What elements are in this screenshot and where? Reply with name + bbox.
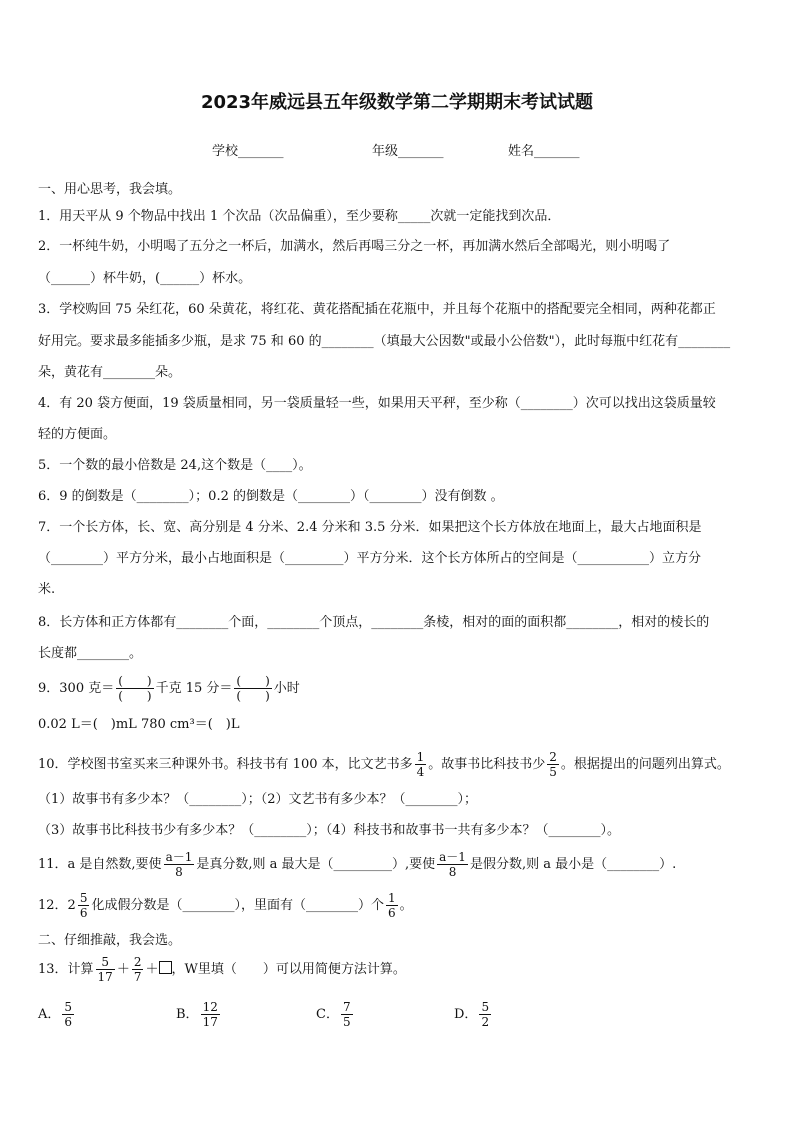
question-4-cont: 轻的方便面。 — [38, 427, 117, 442]
fraction: $\frac{a-1}{8}$ — [165, 850, 193, 879]
question-11: 11．a 是自然数,要使 $\frac{a-1}{8}$ 是真分数,则 a 最大是（_________）,要使 $\frac{a-1}{8}$ 是假分数,则 a 最小是（________）. — [38, 850, 677, 879]
question-5: 5．一个数的最小倍数是 24,这个数是（____）。 — [38, 458, 312, 473]
question-4: 4．有 20 袋方便面，19 袋质量相同，另一袋质量轻一些，如果用天平秤，至少称（________）次可以找出这袋质量较 — [38, 396, 716, 411]
fraction: $\frac{2}{5}$ — [549, 750, 557, 779]
question-2-cont: （______）杯牛奶，(______）杯水。 — [38, 271, 252, 286]
question-7: 7．一个长方体，长、宽、高分别是 4 分米、2.4 分米和 3.5 分米．如果把这个长方体放在地面上，最大占地面积是 — [38, 520, 702, 535]
question-10: 10．学校图书室买来三种课外书。科技书有 100 本，比文艺书多 $\frac{1}{4}$ 。故事书比科技书少 $\frac{2}{5}$ 。根据提出的问题列出算式。 — [38, 750, 730, 779]
question-7-cont: （________）平方分米，最小占地面积是（_________）平方分米．这个长方体所占的空间是（___________）立方分 — [38, 551, 702, 566]
question-1: 1．用天平从 9 个物品中找出 1 个次品（次品偏重），至少要称_____次就一定能找到次品． — [38, 209, 561, 224]
option-b[interactable]: B． $\frac{12}{17}$ — [176, 1000, 218, 1029]
question-8-cont: 长度都________。 — [38, 646, 143, 661]
question-3: 3．学校购回 75 朵红花，60 朵黄花，将红花、黄花搭配插在花瓶中，并且每个花瓶中的搭配要完全相同，两种花都正 — [38, 302, 716, 317]
option-d[interactable]: D． $\frac{5}{2}$ — [454, 1000, 490, 1029]
grade-field[interactable]: 年级_______ — [372, 144, 444, 159]
question-12: 12．2 $\frac{5}{6}$ 化成假分数是（________），里面有（________）个 $\frac{1}{6}$ 。 — [38, 891, 413, 920]
blank-box[interactable] — [159, 961, 172, 974]
fraction: $\frac{a-1}{8}$ — [439, 850, 466, 879]
question-9: 9．300 克＝ $\frac{( )}{( )}$ 千克 15 分＝ $\frac{( )}{( )}$ 小时 — [38, 674, 300, 703]
question-2: 2．一杯纯牛奶，小明喝了五分之一杯后，加满水，然后再喝三分之一杯，再加满水然后全部喝光，则小明喝了 — [38, 239, 671, 254]
question-9-cont: 0.02 L＝( )mL 780 cm³＝( )L — [38, 717, 240, 732]
fraction: $\frac{5}{6}$ — [79, 891, 88, 920]
question-6: 6．9 的倒数是（________）；0.2 的倒数是（________）（________）没有倒数 。 — [38, 489, 504, 504]
question-3-cont: 好用完。要求最多能插多少瓶，是求 75 和 60 的________（填最大公因数"或最小公倍数"），此时每瓶中红花有________ — [38, 334, 731, 349]
name-field[interactable]: 姓名_______ — [508, 144, 580, 159]
fraction: $\frac{1}{6}$ — [387, 891, 396, 920]
option-c[interactable]: C． $\frac{7}{5}$ — [316, 1000, 351, 1029]
question-8: 8．长方体和正方体都有________个面，________个顶点，________条棱，相对的面的面积都________，相对的棱长的 — [38, 615, 710, 630]
question-7-cont2: 米. — [38, 582, 56, 597]
fraction: $\frac{1}{4}$ — [416, 750, 425, 779]
question-3-cont2: 朵，黄花有________朵。 — [38, 365, 182, 380]
fraction: $\frac{( )}{( )}$ — [236, 674, 270, 703]
section-heading-1: 一、用心思考，我会填。 — [38, 182, 182, 197]
school-field[interactable]: 学校_______ — [212, 144, 284, 159]
fraction: $\frac{2}{7}$ — [133, 955, 142, 984]
question-10-cont2: （3）故事书比科技书少有多少本？（________）；（4）科技书和故事书一共有多少本？（________）。 — [38, 823, 621, 838]
page-title: 2023年威远县五年级数学第二学期期末考试试题 — [200, 92, 594, 113]
option-a[interactable]: A． $\frac{5}{6}$ — [38, 1000, 73, 1029]
question-10-cont: （1）故事书有多少本？（________）；（2）文艺书有多少本？（________）； — [38, 792, 478, 807]
fraction: $\frac{5}{17}$ — [97, 955, 113, 984]
fraction: $\frac{( )}{( )}$ — [118, 674, 152, 703]
section-heading-2: 二、仔细推敲，我会选。 — [38, 933, 182, 948]
question-13: 13．计算 $\frac{5}{17}$ ＋ $\frac{2}{7}$ ＋ ，W里填（ ）可以用简便方法计算。 — [38, 955, 406, 984]
